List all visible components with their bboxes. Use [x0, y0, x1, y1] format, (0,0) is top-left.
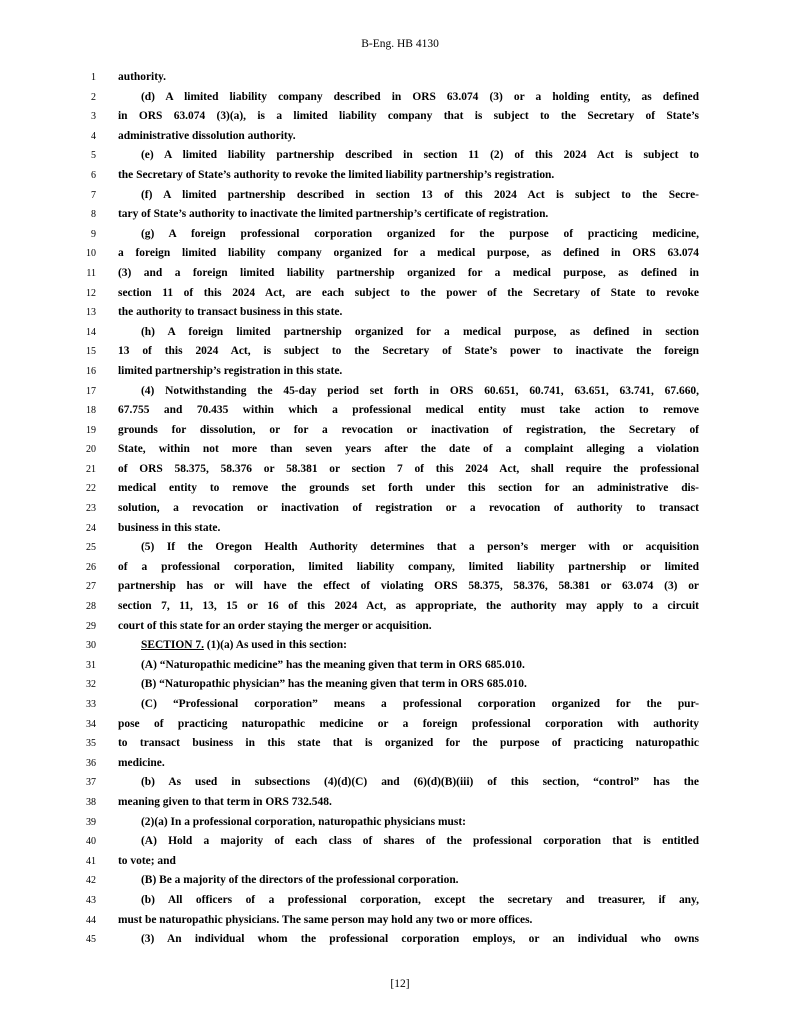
document-line	[0, 362, 800, 382]
line-text: (5) If the Oregon Health Authority determines that a person’s merger with or acquisition	[141, 541, 699, 554]
line-number: 30	[86, 640, 96, 652]
section-heading: SECTION 7.	[141, 639, 204, 652]
line-text: tary of State’s authority to inactivate the limited partnership’s certificate of registration.	[118, 208, 549, 221]
line-text: 67.755 and 70.435 within which a professional medical entity must take action to remove	[118, 404, 699, 417]
document-line	[0, 577, 800, 597]
line-number: 43	[86, 894, 96, 906]
line-text: (g) A foreign professional corporation organized for the purpose of practicing medicine,	[141, 227, 699, 240]
document-line	[0, 675, 800, 695]
line-number: 33	[86, 699, 96, 710]
page-header: B-Eng. HB 4130	[361, 38, 439, 50]
document-line	[0, 558, 800, 578]
document-line	[0, 813, 800, 833]
line-number: 12	[86, 287, 96, 299]
line-text: solution, a revocation or inactivation of registration or a revocation of authority to transact	[118, 502, 699, 515]
line-number: 23	[86, 503, 96, 515]
line-number: 27	[86, 581, 96, 593]
document-line	[0, 440, 800, 460]
line-number: 20	[86, 444, 96, 456]
line-number: 41	[86, 855, 96, 867]
document-line	[0, 617, 800, 637]
line-text: of ORS 58.375, 58.376 or 58.381 or section 7 of this 2024 Act, shall require the professional	[118, 462, 699, 475]
line-text: business in this state.	[118, 521, 221, 534]
document-line	[0, 166, 800, 186]
line-number: 34	[86, 718, 96, 730]
line-number: 31	[86, 659, 96, 671]
document-line	[0, 911, 800, 931]
line-number: 37	[86, 777, 96, 789]
document-line	[0, 734, 800, 754]
line-text: a foreign limited liability company organized for a medical purpose, as defined in ORS 63.074	[118, 247, 699, 260]
line-text: 13 of this 2024 Act, is subject to the Secretary of State’s power to inactivate the foreign	[118, 345, 699, 358]
line-text	[141, 636, 699, 656]
line-number: 11	[86, 267, 96, 279]
line-text: (b) All officers of a professional corporation, except the secretary and treasurer, if any,	[141, 893, 699, 906]
document-line	[0, 107, 800, 127]
line-text: limited partnership’s registration in this state.	[118, 364, 343, 377]
line-text: pose of practicing naturopathic medicine or a foreign professional corporation with authority	[118, 717, 699, 730]
document-line	[0, 636, 800, 656]
line-number: 25	[86, 542, 96, 554]
line-text: the authority to transact business in this state.	[118, 306, 343, 319]
line-text: (3) and a foreign limited liability partnership organized for a medical purpose, as defined in	[118, 266, 699, 279]
line-text: (d) A limited liability company described in ORS 63.074 (3) or a holding entity, as defined	[141, 90, 699, 103]
line-text: (B) Be a majority of the directors of the professional corporation.	[141, 874, 459, 887]
line-number: 14	[86, 326, 96, 338]
document-line	[0, 146, 800, 166]
line-number: 1	[91, 72, 96, 83]
line-number: 44	[86, 914, 96, 926]
document-line	[0, 186, 800, 206]
line-number: 29	[86, 620, 96, 632]
document-line	[0, 421, 800, 441]
document-line	[0, 715, 800, 735]
line-text: State, within not more than seven years after the date of a complaint alleging a violation	[118, 443, 699, 456]
line-number: 21	[86, 463, 96, 475]
document-line	[0, 656, 800, 676]
document-line	[0, 479, 800, 499]
line-text: (2)(a) In a professional corporation, naturopathic physicians must:	[141, 815, 466, 828]
document-line	[0, 244, 800, 264]
line-number: 42	[86, 875, 96, 887]
document-line	[0, 832, 800, 852]
document-line	[0, 538, 800, 558]
line-text: section 7, 11, 13, 15 or 16 of this 2024 Act, as appropriate, the authority may apply to a circuit	[118, 600, 699, 613]
line-text: (b) As used in subsections (4)(d)(C) and (6)(d)(B)(iii) of this section, “control” has the	[141, 776, 699, 789]
line-number: 38	[86, 796, 96, 808]
line-number: 15	[86, 346, 96, 358]
document-line	[0, 284, 800, 304]
line-number: 7	[91, 189, 96, 201]
line-text: section 11 of this 2024 Act, are each subject to the power of the Secretary of State to revoke	[118, 286, 699, 299]
line-number: 22	[86, 483, 96, 495]
line-number: 13	[86, 307, 96, 319]
line-text: (h) A foreign limited partnership organized for a medical purpose, as defined in section	[141, 325, 699, 338]
line-text: meaning given to that term in ORS 732.548.	[118, 795, 332, 808]
document-line	[0, 303, 800, 323]
document-line	[0, 323, 800, 343]
document-line	[0, 264, 800, 284]
document-line	[0, 460, 800, 480]
line-number: 9	[91, 228, 96, 240]
line-text: (A) Hold a majority of each class of shares of the professional corporation that is entitled	[141, 835, 699, 848]
document-line	[0, 695, 800, 715]
line-text: of a professional corporation, limited liability company, limited liability partnership or limited	[118, 560, 699, 573]
document-line	[0, 871, 800, 891]
line-text: (4) Notwithstanding the 45-day period set forth in ORS 60.651, 60.741, 63.651, 63.741, 67.660,	[141, 384, 699, 397]
document-body	[0, 68, 800, 950]
document-line	[0, 225, 800, 245]
line-text: medicine.	[118, 756, 165, 769]
line-number: 8	[91, 209, 96, 221]
line-number: 17	[86, 385, 96, 397]
line-text: court of this state for an order staying the merger or acquisition.	[118, 619, 432, 632]
document-line	[0, 88, 800, 108]
document-line	[0, 891, 800, 911]
document-line	[0, 852, 800, 872]
line-number: 18	[86, 405, 96, 417]
line-number: 6	[91, 169, 96, 181]
line-text: to vote; and	[118, 854, 176, 867]
line-text: (C) “Professional corporation” means a professional corporation organized for the pur-	[141, 698, 699, 710]
line-text: medical entity to remove the grounds set forth under this section for an administrative dis-	[118, 482, 699, 495]
document-line	[0, 401, 800, 421]
line-text: in ORS 63.074 (3)(a), is a limited liability company that is subject to the Secretary of State’s	[118, 110, 699, 123]
line-number: 26	[86, 561, 96, 573]
line-number: 5	[91, 150, 96, 162]
line-number: 24	[86, 522, 96, 534]
line-text: must be naturopathic physicians. The same person may hold any two or more offices.	[118, 913, 533, 926]
line-number: 16	[86, 365, 96, 377]
line-text: (B) “Naturopathic physician” has the meaning given that term in ORS 685.010.	[141, 678, 527, 691]
line-number: 10	[86, 248, 96, 260]
line-number: 45	[86, 934, 96, 946]
line-text: (3) An individual whom the professional corporation employs, or an individual who owns	[141, 933, 699, 946]
line-text: the Secretary of State’s authority to revoke the limited liability partnership’s registration.	[118, 168, 555, 181]
document-line	[0, 519, 800, 539]
line-text: (f) A limited partnership described in section 13 of this 2024 Act is subject to the Secre-	[141, 188, 699, 201]
document-line	[0, 793, 800, 813]
line-number: 2	[91, 91, 96, 103]
document-line	[0, 342, 800, 362]
document-line	[0, 205, 800, 225]
document-line	[0, 754, 800, 774]
document-line	[0, 127, 800, 147]
line-number: 3	[91, 111, 96, 123]
line-number: 40	[86, 836, 96, 848]
line-text: grounds for dissolution, or for a revocation or inactivation of registration, the Secretary of	[118, 423, 699, 436]
line-text: (e) A limited liability partnership described in section 11 (2) of this 2024 Act is subject to	[141, 149, 699, 162]
line-text: (A) “Naturopathic medicine” has the meaning given that term in ORS 685.010.	[141, 658, 525, 671]
line-number: 19	[86, 424, 96, 436]
document-line	[0, 499, 800, 519]
page-number: [12]	[390, 978, 410, 990]
line-number: 39	[86, 816, 96, 828]
line-number: 28	[86, 601, 96, 613]
line-number: 35	[86, 738, 96, 750]
document-line	[0, 382, 800, 402]
line-number: 4	[91, 130, 96, 142]
line-text: authority.	[118, 71, 166, 83]
line-text: partnership has or will have the effect of violating ORS 58.375, 58.376, 58.381 or 63.074 (3) or	[118, 580, 699, 593]
line-number: 36	[86, 757, 96, 769]
document-line	[0, 773, 800, 793]
document-line	[0, 68, 800, 88]
section-heading-text: (1)(a) As used in this section:	[203, 639, 347, 652]
line-text: administrative dissolution authority.	[118, 129, 296, 142]
document-line	[0, 597, 800, 617]
line-text: to transact business in this state that is organized for the purpose of practicing naturopathic	[118, 737, 699, 750]
document-line	[0, 930, 800, 950]
line-number: 32	[86, 679, 96, 691]
